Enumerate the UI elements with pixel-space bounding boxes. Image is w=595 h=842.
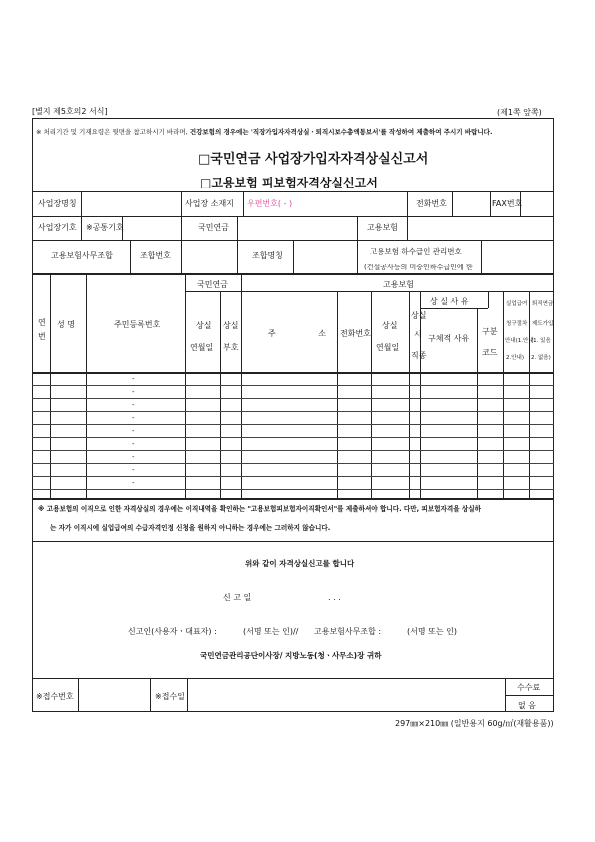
table-row[interactable]: [32, 385, 554, 386]
form-title-employment: □고용보험 피보험자격상실신고서: [200, 177, 378, 188]
th-loss-date-b: 연월일: [190, 343, 214, 352]
phone-label: 전화번호: [416, 199, 447, 208]
th-rrn: 주민등록번호: [114, 320, 161, 329]
office-union-sign-label: 고용보험사무조합 :: [314, 627, 382, 636]
th-retire-b: 제도가입: [532, 321, 554, 327]
union-name-field[interactable]: [294, 241, 356, 272]
table-row[interactable]: [32, 411, 554, 412]
rrn-dash: -: [132, 414, 135, 422]
form-number: [별지 제5호의2 서식]: [32, 107, 108, 116]
footer-notice-line1: ※ 고용보험의 이직으로 인한 자격상실의 경우에는 이직내역을 확인하는 "고용보험피보험자이직확인서"를 제출하셔야 합니다. 다만, 피보험자격을 상실하: [38, 505, 482, 513]
phone-field[interactable]: [453, 192, 489, 215]
workplace-code-label: 사업장기호: [38, 223, 77, 232]
notice-text: ※ 처리기간 및 기재요령은 뒷면을 참고하시기 바라며, 건강보험의 경우에는 '직장가입자자격상실ㆍ퇴직시보수총액통보서'를 작성하여 제출하여 주시기 바랍니다.: [36, 128, 493, 136]
th-loss-code-a: 상실: [223, 321, 239, 330]
union-no-field[interactable]: [182, 241, 236, 272]
declaration-statement: 위와 같이 자격상실신고를 합니다: [245, 559, 355, 568]
rrn-dash: -: [132, 375, 135, 383]
table-row[interactable]: [32, 476, 554, 477]
table-row[interactable]: [32, 450, 554, 451]
form-title-pension: □국민연금 사업장가입자자격상실신고서: [198, 152, 429, 167]
rrn-dash: -: [132, 427, 135, 435]
paper-spec: 297㎜×210㎜ (일반용지 60g/㎡(재활용품)): [395, 719, 554, 728]
th-emp-loss-date-a: 상실: [382, 321, 398, 330]
table-row[interactable]: [32, 424, 554, 425]
th-benefit-b: 청구절차: [506, 321, 528, 327]
receipt-date-label: ※접수일: [155, 692, 185, 701]
employment-code-label: 고용보험: [367, 223, 398, 232]
reporter-sign[interactable]: (서명 또는 인)//: [243, 627, 299, 636]
reporter-label: 신고인(사용자ㆍ대표자) :: [128, 627, 217, 636]
office-union-label: 고용보험사무조합: [51, 251, 113, 260]
th-phone: 전화번호: [340, 329, 371, 338]
rrn-dash: -: [132, 466, 135, 474]
th-retire-d: 2. 없음): [531, 355, 551, 361]
th-benefit-d: 2.안내): [506, 355, 525, 361]
pension-code-field[interactable]: [238, 217, 356, 239]
fee-label: 수수료: [517, 683, 541, 692]
th-address: 주 소: [268, 329, 346, 338]
fax-label: FAX번호: [492, 199, 523, 208]
page-indicator: (제1쪽 앞쪽): [497, 108, 542, 117]
rrn-dash: -: [132, 388, 135, 396]
rrn-dash: -: [132, 401, 135, 409]
th-reason: 상 실 사 유: [430, 297, 469, 306]
th-loss-code-b: 부호: [223, 343, 239, 352]
th-job-c: 직종: [411, 351, 427, 360]
workplace-address-label: 사업장 소재지: [185, 199, 234, 208]
th-emp-loss-date-b: 연월일: [376, 343, 400, 352]
th-seq: 연 번: [38, 318, 46, 341]
pension-code-label: 국민연금: [198, 223, 229, 232]
receipt-date-field[interactable]: [188, 679, 504, 711]
th-pension: 국민연금: [197, 280, 228, 289]
subcontract-note: (건설공사등의 미승인하수급인에 한: [364, 264, 473, 271]
recipient: 국민연금관리공단이사장/ 지방노동(청ㆍ사무소)장 귀하: [200, 651, 382, 660]
fee-value: 없 음: [518, 701, 536, 710]
rrn-dash: -: [132, 453, 135, 461]
workplace-name-label: 사업장명칭: [38, 199, 77, 208]
union-name-label: 조합명칭: [252, 251, 283, 260]
rrn-dash: -: [132, 440, 135, 448]
th-name: 성 명: [57, 320, 75, 329]
th-loss-date-a: 상실: [196, 321, 212, 330]
rrn-dash: -: [132, 479, 135, 487]
table-row[interactable]: [32, 398, 554, 399]
th-employment: 고용보험: [383, 280, 414, 289]
table-row[interactable]: [32, 463, 554, 464]
report-date-value[interactable]: . . .: [328, 593, 341, 602]
th-benefit-a: 실업급여: [506, 301, 528, 307]
th-retire-c: (1. 있음: [531, 338, 551, 344]
receipt-no-label: ※접수번호: [36, 692, 74, 701]
th-job-a: 상실: [411, 311, 427, 320]
subcontract-label: 고용보험 하수급인 관리번호: [370, 247, 462, 256]
subcontract-field[interactable]: [482, 241, 553, 272]
employment-code-field[interactable]: [408, 217, 553, 239]
workplace-name-field[interactable]: [82, 192, 180, 215]
postal-code-field[interactable]: 우편번호( - ): [247, 199, 293, 208]
union-no-label: 조합번호: [140, 251, 171, 260]
table-row[interactable]: [32, 437, 554, 438]
common-code-field[interactable]: [123, 217, 180, 239]
th-benefit-c: 안내(1.안내: [505, 338, 534, 344]
th-reason-code-a: 구분: [482, 327, 498, 336]
receipt-no-field[interactable]: [79, 679, 149, 711]
common-code-label: ※공통기호: [86, 223, 124, 232]
th-job-b: 시: [414, 330, 422, 339]
fax-field[interactable]: [521, 192, 553, 215]
table-row[interactable]: [32, 489, 554, 490]
footer-notice-line2: 는 자가 이직시에 실업급여의 수급자격인정 신청을 원하지 아니하는 경우에는 그러하지 않습니다.: [50, 524, 331, 532]
report-date-label: 신 고 일: [223, 593, 252, 602]
th-retire-a: 퇴직연금: [532, 301, 554, 307]
office-union-sign[interactable]: (서명 또는 인): [407, 627, 457, 636]
th-reason-code-b: 코드: [482, 348, 498, 357]
th-reason-detail: 구체적 사유: [428, 334, 470, 343]
